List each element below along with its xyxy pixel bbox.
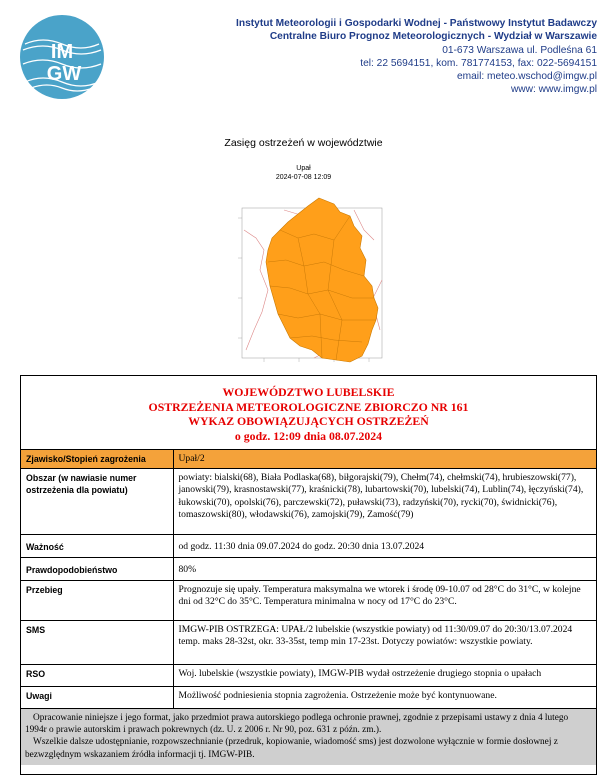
validity-value: od godz. 11:30 dnia 09.07.2024 do godz. 20:30 dnia 13.07.2024: [173, 534, 596, 557]
table-row: [21, 557, 596, 580]
institute-info: [177, 17, 597, 97]
website-link[interactable]: www: www.imgw.pl: [510, 84, 597, 96]
warning-summary: [20, 375, 597, 775]
rso-label: RSO: [21, 664, 173, 686]
probability-label: Prawdopodobieństwo: [21, 557, 173, 580]
copyright-note: Opracowanie niniejsze i jego format, jako przedmiot prawa autorskiego podlega ochronie prawnej, zgodnie z przepisami ustawy z dnia 4 lutego 1994r o prawie autorskim i prawach pokrewnych (dz. U. z 2006 r. Nr 90, poz. 631 z późn. zm.).: [25, 712, 569, 735]
redistribution-note: Wszelkie dalsze udostępnianie, rozpowszechnianie (przedruk, kopiowanie, wiadomość sms) jest dozwolone wyłącznie w formie dosłownej z bezwzględnym wskazaniem źródła informacji tj. IMGW-PIB.: [25, 737, 558, 760]
probability-value: 80%: [173, 557, 596, 580]
email-link[interactable]: email: meteo.wschod@imgw.pl: [456, 71, 597, 83]
warning-bulletin-number: OSTRZEŻENIA METEOROLOGICZNE ZBIORCZO NR 161: [148, 399, 469, 414]
area-label: Obszar (w nawiasie numer ostrzeżenia dla powiatu): [21, 468, 173, 534]
map-phenomenon: Upał: [296, 165, 311, 172]
course-label: Przebieg: [21, 580, 173, 620]
phenomenon-label: Zjawisko/Stopień zagrożenia: [21, 450, 173, 468]
remarks-value: Możliwość podniesienia stopnia zagrożenia. Ostrzeżenie może być kontynuowane.: [173, 686, 596, 708]
map-datetime: 2024-07-08 12:09: [275, 174, 332, 181]
rso-value: Woj. lubelskie (wszystkie powiaty), IMGW-PIB wydał ostrzeżenie drugiego stopnia o upałach: [173, 664, 596, 686]
svg-text:GW: GW: [46, 63, 82, 85]
table-row: [21, 664, 596, 686]
sms-value: IMGW-PIB OSTRZEGA: UPAŁ/2 lubelskie (wszystkie powiaty) od 11:30/09.07 do 20:30/13.07.2024 temp. maks 28-32st, okr. 33-35st, temp min 17-23st. Dotyczy powiatów: wszystkie powiaty.: [173, 620, 596, 664]
warning-time: o godz. 12:09 dnia 08.07.2024: [234, 428, 383, 443]
svg-text:IM: IM: [50, 41, 74, 63]
voivodeship-warning-map: [224, 190, 394, 370]
phone: tel: 22 5694151, kom. 781774153, fax: 022-5694151: [360, 57, 597, 69]
remarks-label: Uwagi: [21, 686, 173, 708]
table-row: [21, 450, 596, 468]
map-title: Zasięg ostrzeżeń w województwie: [224, 137, 383, 149]
table-row: [21, 468, 596, 534]
table-row: [21, 620, 596, 664]
course-value: Prognozuje się upały. Temperatura maksymalna we wtorek i środę 09-10.07 od 28°C do 31°C, w kolejne dni od 32°C do 35°C. Temperatura minimalna w nocy od 17°C do 23°C.: [173, 580, 596, 620]
lubelskie-region-shape: [266, 198, 378, 362]
warning-table: [21, 450, 596, 709]
bureau-name: Centralne Biuro Prognoz Meteorologicznych - Wydział w Warszawie: [269, 31, 597, 43]
validity-label: Ważność: [21, 534, 173, 557]
phenomenon-value: Upał/2: [173, 450, 596, 468]
sms-label: SMS: [21, 620, 173, 664]
copyright-footer: [21, 709, 596, 766]
imgw-logo: [19, 14, 105, 100]
institute-name: Instytut Meteorologii i Gospodarki Wodnej - Państwowy Instytut Badawczy: [236, 18, 597, 29]
table-row: [21, 580, 596, 620]
area-value: powiaty: bialski(68), Biała Podlaska(68), biłgorajski(79), Chełm(74), chełmski(74), hrubieszowski(77), janowski(79), krasnostawski(77), kraśnicki(78), lubartowski(70), lubelski(74), Lublin(74), łęczyński(74), łukowski(70), opolski(76), parczewski(72), puławski(73), radzyński(70), rycki(70), świdnicki(76), tomaszowski(80), włodawski(76), zamojski(79), Zamość(79): [173, 468, 596, 534]
warning-header: [21, 376, 596, 450]
table-row: [21, 686, 596, 708]
address: 01-673 Warszawa ul. Podleśna 61: [442, 44, 597, 56]
voivodeship-name: WOJEWÓDZTWO LUBELSKIE: [222, 385, 395, 399]
table-row: [21, 534, 596, 557]
warning-list-title: WYKAZ OBOWIĄZUJĄCYCH OSTRZEŻEŃ: [188, 414, 429, 428]
